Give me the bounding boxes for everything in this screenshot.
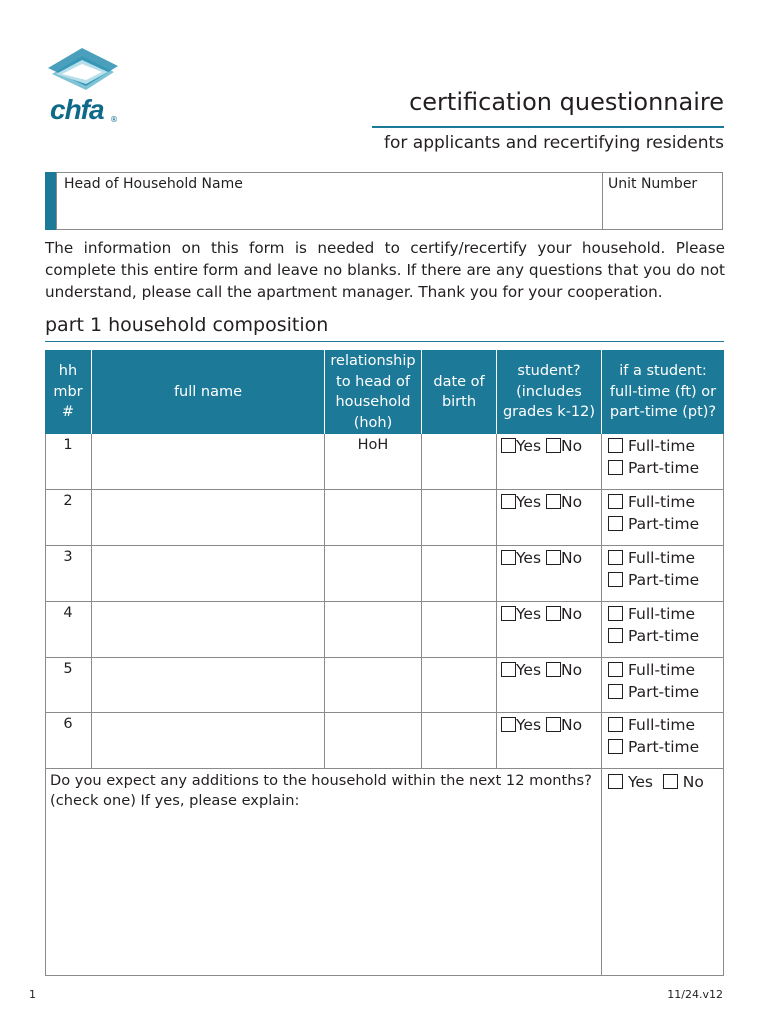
row-divider [45, 489, 724, 490]
parttime-option: Part-time [608, 459, 699, 477]
fulltime-option: Full-time [608, 493, 695, 511]
section-heading: part 1 household composition [45, 314, 329, 336]
unit-number-label: Unit Number [608, 176, 698, 192]
student-yes-checkbox[interactable] [501, 606, 516, 621]
parttime-option: Part-time [608, 683, 699, 701]
fulltime-checkbox[interactable] [608, 662, 623, 677]
fulltime-option: Full-time [608, 549, 695, 567]
parttime-checkbox[interactable] [608, 628, 623, 643]
student-yes-checkbox[interactable] [501, 438, 516, 453]
page-number: 1 [29, 988, 36, 1001]
row-divider [45, 545, 724, 546]
intro-paragraph: The information on this form is needed to certify/recertify your household. Please complete this entire form and leave no blanks. If there are any questions that you do not understand, please call the apartment manager. Thank you for your cooperation. [45, 239, 725, 301]
student-options: Yes No [501, 437, 582, 455]
student-options: Yes No [501, 716, 582, 734]
student-yes-checkbox[interactable] [501, 494, 516, 509]
student-options: Yes No [501, 493, 582, 511]
parttime-checkbox[interactable] [608, 739, 623, 754]
page-subtitle: for applicants and recertifying residents [384, 133, 724, 153]
student-options: Yes No [501, 549, 582, 567]
parttime-option: Part-time [608, 571, 699, 589]
row-divider [45, 768, 724, 769]
student-options: Yes No [501, 605, 582, 623]
hoh-divider [602, 172, 603, 230]
student-options: Yes No [501, 661, 582, 679]
parttime-checkbox[interactable] [608, 516, 623, 531]
header-divider [601, 350, 602, 434]
col-header-hh: hh mbr # [53, 363, 83, 421]
parttime-option: Part-time [608, 627, 699, 645]
hoh-accent-bar [45, 172, 56, 230]
parttime-option: Part-time [608, 738, 699, 756]
student-yes-checkbox[interactable] [501, 550, 516, 565]
student-no-checkbox[interactable] [546, 550, 561, 565]
fulltime-option: Full-time [608, 716, 695, 734]
student-yes-checkbox[interactable] [501, 717, 516, 732]
student-yes-checkbox[interactable] [501, 662, 516, 677]
relationship-value: HoH [357, 437, 389, 453]
student-no-checkbox[interactable] [546, 662, 561, 677]
col-header-dob: date of birth [433, 373, 485, 410]
section-rule [45, 341, 724, 342]
additions-no-checkbox[interactable] [663, 774, 678, 789]
additions-options: Yes No [608, 773, 704, 791]
page-title: certification questionnaire [409, 88, 724, 116]
header-divider [421, 350, 422, 434]
parttime-option: Part-time [608, 515, 699, 533]
col-header-name: full name [173, 383, 243, 400]
header-divider [324, 350, 325, 434]
additions-question: Do you expect any additions to the household within the next 12 months? (check one) If yes, please explain: [50, 772, 592, 809]
additions-yes-checkbox[interactable] [608, 774, 623, 789]
col-header-student: student? (includes grades k-12) [502, 363, 596, 421]
fulltime-checkbox[interactable] [608, 717, 623, 732]
row-number: 4 [63, 605, 73, 621]
column-divider [601, 434, 602, 976]
row-number: 1 [63, 437, 73, 453]
parttime-checkbox[interactable] [608, 572, 623, 587]
fulltime-checkbox[interactable] [608, 550, 623, 565]
parttime-checkbox[interactable] [608, 460, 623, 475]
header-divider [496, 350, 497, 434]
student-no-checkbox[interactable] [546, 494, 561, 509]
fulltime-checkbox[interactable] [608, 606, 623, 621]
student-no-checkbox[interactable] [546, 717, 561, 732]
form-version: 11/24.v12 [667, 988, 723, 1001]
fulltime-checkbox[interactable] [608, 494, 623, 509]
fulltime-option: Full-time [608, 605, 695, 623]
fulltime-option: Full-time [608, 661, 695, 679]
row-divider [45, 601, 724, 602]
title-rule [372, 126, 724, 128]
registered-mark: ® [110, 115, 118, 124]
logo-wordmark: chfa [50, 94, 104, 125]
fulltime-checkbox[interactable] [608, 438, 623, 453]
row-number: 6 [63, 716, 73, 732]
col-header-relationship: relationship to head of household (hoh) [330, 353, 416, 431]
header-divider [91, 350, 92, 434]
row-divider [45, 657, 724, 658]
hoh-name-label: Head of Household Name [64, 176, 243, 192]
row-number: 2 [63, 493, 73, 509]
parttime-checkbox[interactable] [608, 684, 623, 699]
row-divider [45, 712, 724, 713]
row-number: 5 [63, 661, 73, 677]
col-header-status: if a student: full-time (ft) or part-time (pt)? [609, 363, 717, 421]
student-no-checkbox[interactable] [546, 438, 561, 453]
fulltime-option: Full-time [608, 437, 695, 455]
student-no-checkbox[interactable] [546, 606, 561, 621]
row-number: 3 [63, 549, 73, 565]
